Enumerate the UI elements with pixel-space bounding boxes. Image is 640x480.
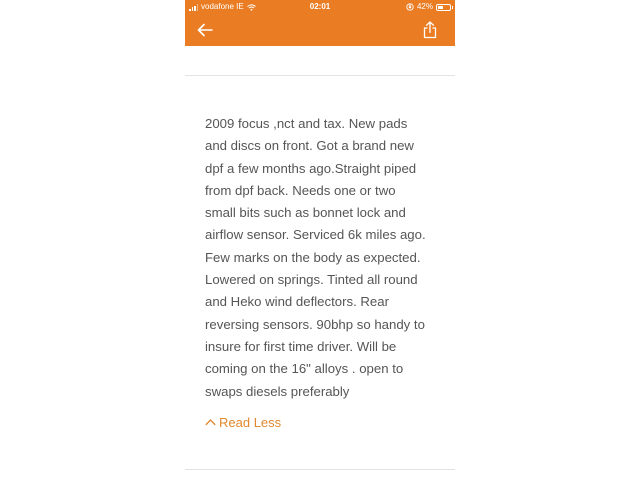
read-less-button[interactable] (205, 413, 281, 431)
share-icon (421, 20, 439, 40)
phone-screen (185, 0, 455, 480)
battery-icon (436, 4, 451, 11)
nav-bar (185, 14, 455, 46)
battery-fill (438, 6, 443, 9)
status-bar (185, 0, 455, 14)
top-divider (185, 75, 455, 76)
status-time: 02:01 (309, 2, 331, 11)
orientation-lock-icon (406, 3, 414, 11)
status-right (406, 0, 451, 14)
battery-percent: 42% (416, 2, 433, 11)
share-button[interactable] (421, 20, 439, 40)
carrier-name: vodafone IE (201, 2, 244, 11)
back-arrow-icon (195, 20, 215, 40)
back-button[interactable] (195, 20, 215, 40)
read-less-label: Read Less (219, 414, 282, 430)
chevron-up-icon (205, 418, 216, 426)
listing-description: 2009 focus ,nct and tax. New pads and discs on front. Got a brand new dpf a few months ago.Straight piped from dpf back. Needs one or two small bits such as bonnet lock and airflow sensor. Serviced 6k miles ago. Few marks on the body as expected. Lowered on springs. Tinted all round and Heko wind deflectors. Rear reversing sensors. 90bhp so handy to insure for first time driver. Will be coming on the 16" alloys . open to swaps diesels preferably (205, 116, 426, 399)
bottom-divider (185, 469, 455, 470)
